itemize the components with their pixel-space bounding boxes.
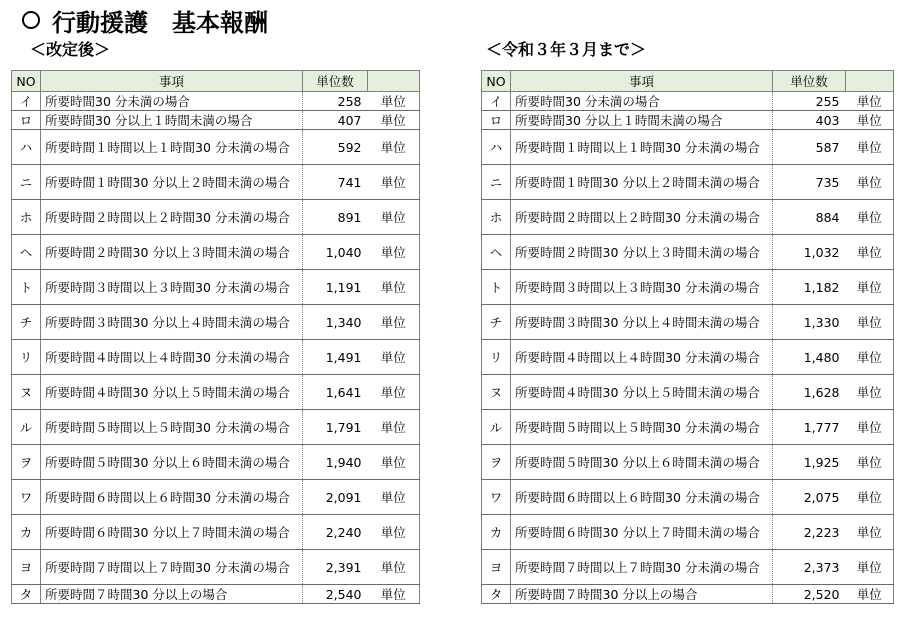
row-description: 所要時間５時間30 分以上６時間未満の場合	[41, 445, 303, 480]
header-blank	[368, 71, 420, 92]
row-unit-label: 単位	[368, 445, 420, 480]
page-title-text: 行動援護 基本報酬	[52, 8, 268, 37]
row-no: ロ	[482, 111, 511, 130]
row-no: ハ	[12, 130, 41, 165]
row-description: 所要時間４時間以上４時間30 分未満の場合	[511, 340, 773, 375]
row-description: 所要時間６時間以上６時間30 分未満の場合	[511, 480, 773, 515]
row-no: ヘ	[482, 235, 511, 270]
row-unit-count: 2,520	[773, 585, 846, 604]
row-no: ハ	[482, 130, 511, 165]
row-unit-label: 単位	[846, 585, 894, 604]
row-no: タ	[482, 585, 511, 604]
row-unit-label: 単位	[846, 270, 894, 305]
row-description: 所要時間１時間以上１時間30 分未満の場合	[41, 130, 303, 165]
row-description: 所要時間30 分以上１時間未満の場合	[41, 111, 303, 130]
row-no: ワ	[12, 480, 41, 515]
table-row	[482, 410, 894, 445]
row-unit-label: 単位	[368, 585, 420, 604]
row-description: 所要時間30 分以上１時間未満の場合	[511, 111, 773, 130]
row-no: イ	[482, 92, 511, 111]
header-item: 事項	[511, 71, 773, 92]
header-units: 単位数	[773, 71, 846, 92]
table-row	[12, 130, 420, 165]
row-unit-count: 1,641	[303, 375, 368, 410]
row-unit-count: 1,777	[773, 410, 846, 445]
row-unit-label: 単位	[846, 305, 894, 340]
row-unit-label: 単位	[846, 375, 894, 410]
row-unit-count: 2,540	[303, 585, 368, 604]
row-description: 所要時間３時間以上３時間30 分未満の場合	[511, 270, 773, 305]
row-unit-count: 1,791	[303, 410, 368, 445]
row-no: リ	[482, 340, 511, 375]
row-unit-count: 1,340	[303, 305, 368, 340]
table-row	[12, 410, 420, 445]
row-unit-label: 単位	[368, 235, 420, 270]
table-row	[12, 165, 420, 200]
row-unit-label: 単位	[368, 375, 420, 410]
row-unit-count: 2,240	[303, 515, 368, 550]
subtitle-until-march-r3: ＜令和３年３月まで＞	[486, 40, 647, 59]
row-unit-label: 単位	[368, 340, 420, 375]
table-header-row	[12, 71, 420, 92]
table-row	[12, 92, 420, 111]
row-description: 所要時間６時間30 分以上７時間未満の場合	[511, 515, 773, 550]
row-unit-count: 741	[303, 165, 368, 200]
table-row	[482, 111, 894, 130]
row-description: 所要時間３時間以上３時間30 分未満の場合	[41, 270, 303, 305]
row-unit-count: 1,330	[773, 305, 846, 340]
row-unit-label: 単位	[846, 340, 894, 375]
row-no: カ	[482, 515, 511, 550]
table-row	[482, 340, 894, 375]
table-row	[482, 130, 894, 165]
header-item: 事項	[41, 71, 303, 92]
row-unit-count: 2,223	[773, 515, 846, 550]
row-unit-count: 1,040	[303, 235, 368, 270]
row-unit-count: 592	[303, 130, 368, 165]
row-description: 所要時間２時間以上２時間30 分未満の場合	[41, 200, 303, 235]
table-row	[12, 550, 420, 585]
row-description: 所要時間３時間30 分以上４時間未満の場合	[41, 305, 303, 340]
row-unit-count: 2,391	[303, 550, 368, 585]
row-no: ル	[12, 410, 41, 445]
row-no: ワ	[482, 480, 511, 515]
row-description: 所要時間７時間30 分以上の場合	[511, 585, 773, 604]
table-row	[12, 340, 420, 375]
row-unit-count: 407	[303, 111, 368, 130]
row-unit-count: 258	[303, 92, 368, 111]
row-unit-count: 2,373	[773, 550, 846, 585]
row-description: 所要時間４時間30 分以上５時間未満の場合	[511, 375, 773, 410]
row-no: イ	[12, 92, 41, 111]
row-description: 所要時間５時間30 分以上６時間未満の場合	[511, 445, 773, 480]
header-blank	[846, 71, 894, 92]
row-unit-label: 単位	[846, 235, 894, 270]
row-no: ヌ	[12, 375, 41, 410]
table-row	[482, 305, 894, 340]
row-no: ニ	[482, 165, 511, 200]
row-unit-count: 735	[773, 165, 846, 200]
row-no: ニ	[12, 165, 41, 200]
row-unit-label: 単位	[846, 200, 894, 235]
row-unit-count: 884	[773, 200, 846, 235]
row-unit-label: 単位	[846, 445, 894, 480]
row-unit-label: 単位	[846, 550, 894, 585]
row-no: ト	[482, 270, 511, 305]
row-unit-count: 1,628	[773, 375, 846, 410]
table-row	[482, 375, 894, 410]
table-row	[482, 165, 894, 200]
row-unit-count: 1,925	[773, 445, 846, 480]
row-unit-count: 891	[303, 200, 368, 235]
row-no: カ	[12, 515, 41, 550]
table-row	[12, 585, 420, 604]
row-description: 所要時間１時間以上１時間30 分未満の場合	[511, 130, 773, 165]
row-unit-label: 単位	[368, 165, 420, 200]
row-description: 所要時間７時間30 分以上の場合	[41, 585, 303, 604]
row-no: ヨ	[482, 550, 511, 585]
row-unit-label: 単位	[846, 515, 894, 550]
row-no: ヨ	[12, 550, 41, 585]
table-row	[482, 200, 894, 235]
row-description: 所要時間30 分未満の場合	[41, 92, 303, 111]
row-no: ロ	[12, 111, 41, 130]
subtitle-after-revision: ＜改定後＞	[30, 40, 111, 59]
table-row	[12, 305, 420, 340]
row-description: 所要時間４時間30 分以上５時間未満の場合	[41, 375, 303, 410]
row-unit-label: 単位	[368, 410, 420, 445]
row-unit-label: 単位	[368, 550, 420, 585]
row-unit-label: 単位	[368, 111, 420, 130]
row-unit-label: 単位	[368, 130, 420, 165]
row-unit-label: 単位	[368, 92, 420, 111]
row-unit-label: 単位	[368, 305, 420, 340]
row-unit-count: 403	[773, 111, 846, 130]
fee-table-until-march-r3	[481, 70, 894, 604]
table-row	[12, 375, 420, 410]
row-description: 所要時間３時間30 分以上４時間未満の場合	[511, 305, 773, 340]
row-unit-count: 1,480	[773, 340, 846, 375]
page-title	[22, 2, 268, 38]
row-no: チ	[482, 305, 511, 340]
table-row	[12, 200, 420, 235]
row-description: 所要時間４時間以上４時間30 分未満の場合	[41, 340, 303, 375]
row-description: 所要時間５時間以上５時間30 分未満の場合	[511, 410, 773, 445]
table-header-row	[482, 71, 894, 92]
row-unit-label: 単位	[846, 410, 894, 445]
table-row	[482, 515, 894, 550]
row-unit-label: 単位	[846, 111, 894, 130]
row-unit-count: 1,491	[303, 340, 368, 375]
table-row	[12, 235, 420, 270]
row-unit-count: 587	[773, 130, 846, 165]
row-description: 所要時間７時間以上７時間30 分未満の場合	[511, 550, 773, 585]
row-description: 所要時間２時間以上２時間30 分未満の場合	[511, 200, 773, 235]
table-row	[482, 445, 894, 480]
row-no: ヌ	[482, 375, 511, 410]
circle-bullet-icon	[22, 11, 40, 29]
row-no: チ	[12, 305, 41, 340]
header-units: 単位数	[303, 71, 368, 92]
row-unit-label: 単位	[368, 480, 420, 515]
row-unit-label: 単位	[846, 130, 894, 165]
row-unit-count: 2,091	[303, 480, 368, 515]
row-description: 所要時間２時間30 分以上３時間未満の場合	[41, 235, 303, 270]
row-description: 所要時間30 分未満の場合	[511, 92, 773, 111]
row-no: ヘ	[12, 235, 41, 270]
row-description: 所要時間１時間30 分以上２時間未満の場合	[41, 165, 303, 200]
row-no: ト	[12, 270, 41, 305]
row-unit-label: 単位	[368, 270, 420, 305]
row-no: ヲ	[482, 445, 511, 480]
row-unit-label: 単位	[846, 480, 894, 515]
row-unit-count: 255	[773, 92, 846, 111]
header-no: NO	[482, 71, 511, 92]
row-unit-label: 単位	[846, 92, 894, 111]
table-row	[482, 480, 894, 515]
row-unit-count: 1,182	[773, 270, 846, 305]
row-no: ル	[482, 410, 511, 445]
table-row	[482, 550, 894, 585]
row-unit-label: 単位	[846, 165, 894, 200]
row-description: 所要時間６時間30 分以上７時間未満の場合	[41, 515, 303, 550]
row-no: ヲ	[12, 445, 41, 480]
row-no: タ	[12, 585, 41, 604]
table-row	[482, 92, 894, 111]
row-unit-count: 1,940	[303, 445, 368, 480]
fee-table-after-revision	[11, 70, 420, 604]
row-no: ホ	[12, 200, 41, 235]
row-unit-count: 1,191	[303, 270, 368, 305]
row-no: リ	[12, 340, 41, 375]
row-unit-count: 1,032	[773, 235, 846, 270]
row-unit-label: 単位	[368, 200, 420, 235]
row-description: 所要時間５時間以上５時間30 分未満の場合	[41, 410, 303, 445]
table-row	[12, 480, 420, 515]
table-row	[12, 111, 420, 130]
row-description: 所要時間２時間30 分以上３時間未満の場合	[511, 235, 773, 270]
table-row	[12, 445, 420, 480]
table-row	[482, 270, 894, 305]
header-no: NO	[12, 71, 41, 92]
table-row	[12, 270, 420, 305]
row-no: ホ	[482, 200, 511, 235]
row-unit-label: 単位	[368, 515, 420, 550]
row-description: 所要時間７時間以上７時間30 分未満の場合	[41, 550, 303, 585]
table-row	[12, 515, 420, 550]
row-description: 所要時間１時間30 分以上２時間未満の場合	[511, 165, 773, 200]
table-row	[482, 235, 894, 270]
row-description: 所要時間６時間以上６時間30 分未満の場合	[41, 480, 303, 515]
table-row	[482, 585, 894, 604]
row-unit-count: 2,075	[773, 480, 846, 515]
